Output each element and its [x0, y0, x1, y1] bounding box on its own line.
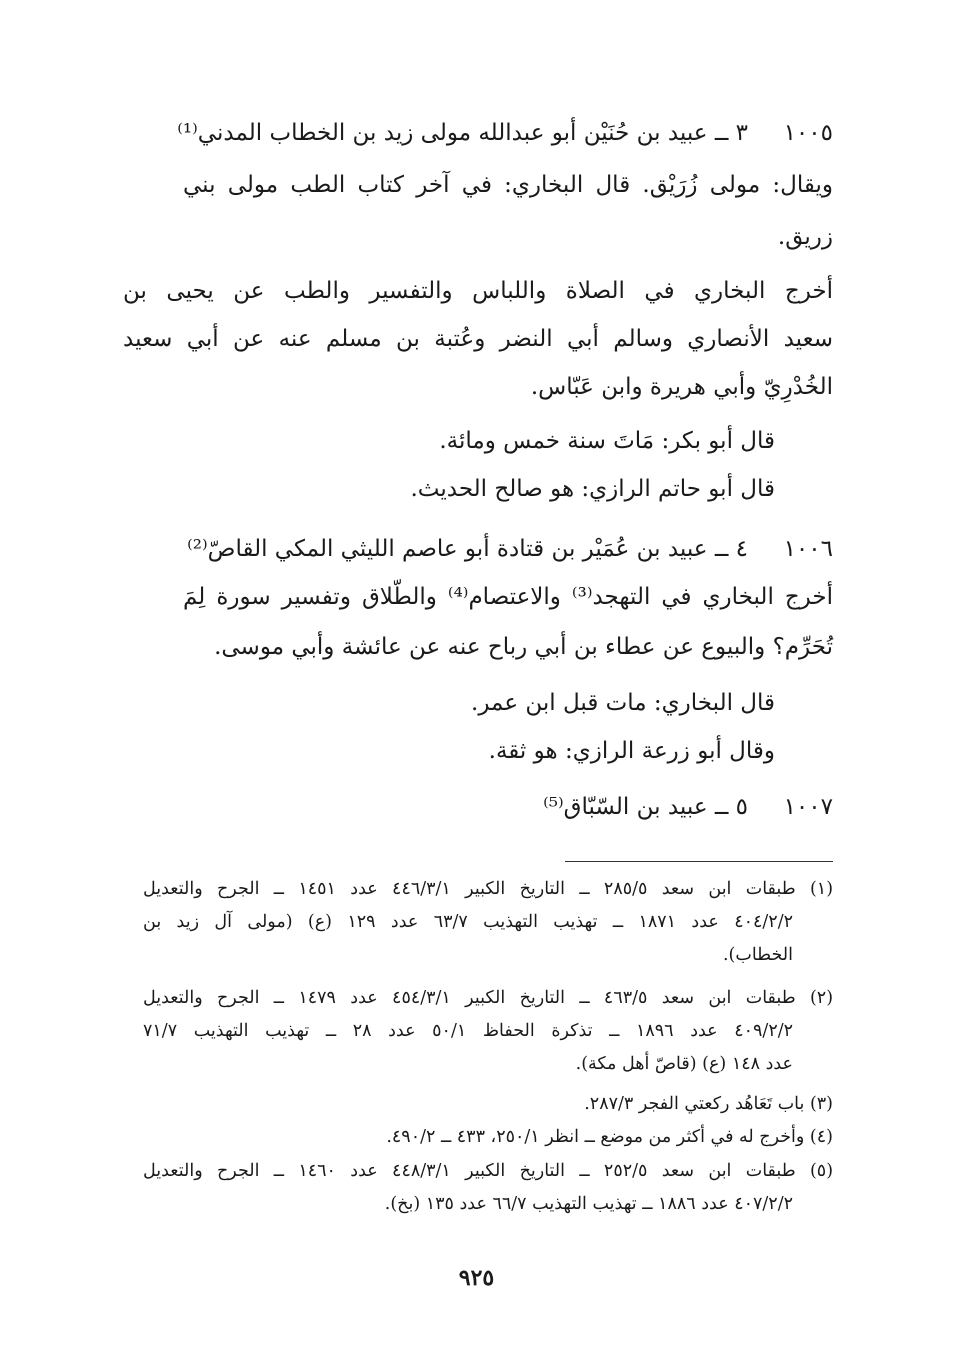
- footnote-line-9: (٥) طبقات ابن سعد ٢٥٢/٥ ــ التاريخ الكبير ٤٤٨/٣/١ عدد ١٤٦٠ ــ الجرح والتعديل: [143, 1161, 834, 1181]
- body-line-8: أخرج البخاري في التهجد⁽³⁾ والاعتصام⁽⁴⁾ والطّلاق وتفسير سورة لِمَ: [183, 584, 833, 610]
- footnote-line-3: الخطاب).: [722, 945, 793, 965]
- body-line-9: تُحَرِّم؟ والبيوع عن عطاء بن أبي رباح عنه عن عائشة وأبي موسى.: [214, 634, 833, 660]
- body-line-4: سعيد الأنصاري وسالم أبي النضر وعُتبة بن مسلم عنه عن أبي سعيد: [123, 326, 833, 352]
- footnote-line-6: عدد ١٤٨ (ع) (قاصّ أهل مكة).: [575, 1054, 793, 1074]
- entry-heading-1007: ٥ ــ عبيد بن السّبّاق⁽⁵⁾: [543, 794, 748, 820]
- body-line-5: الخُدْرِيّ وأبي هريرة وابن عَبّاس.: [530, 374, 833, 400]
- body-line-3: أخرج البخاري في الصلاة واللباس والتفسير والطب عن يحيى بن: [123, 278, 833, 304]
- footnote-line-1: (١) طبقات ابن سعد ٢٨٥/٥ ــ التاريخ الكبير ٤٤٦/٣/١ عدد ١٤٥١ ــ الجرح والتعديل: [143, 879, 834, 899]
- entry-heading-1006: ٤ ــ عبيد بن عُمَيْر بن قتادة أبو عاصم الليثي المكي القاصّ⁽²⁾: [187, 536, 748, 562]
- entry-number-1007: ١٠٠٧: [783, 794, 833, 820]
- footnote-line-7: (٣) باب تَعَاهُد ركعتي الفجر ٢٨٧/٣.: [584, 1094, 833, 1114]
- footnote-line-5: ٤٠٩/٢/٢ عدد ١٨٩٦ ــ تذكرة الحفاظ ٥٠/١ عدد ٢٨ ــ تهذيب التهذيب ٧١/٧: [143, 1021, 794, 1041]
- body-line-6: قال أبو بكر: مَاتَ سنة خمس ومائة.: [439, 428, 775, 454]
- page-number: ٩٢٥: [458, 1265, 495, 1291]
- body-line-10: قال البخاري: مات قبل ابن عمر.: [471, 690, 775, 716]
- footnote-line-8: (٤) وأخرج له في أكثر من موضع ــ انظر ٢٥٠/١، ٤٣٣ ــ ٤٩٠/٢.: [386, 1127, 833, 1147]
- footnote-line-4: (٢) طبقات ابن سعد ٤٦٣/٥ ــ التاريخ الكبير ٤٥٤/٣/١ عدد ١٤٧٩ ــ الجرح والتعديل: [143, 988, 834, 1008]
- body-line-11: وقال أبو زرعة الرازي: هو ثقة.: [488, 738, 775, 764]
- footnote-line-10: ٤٠٧/٢/٢ عدد ١٨٨٦ ــ تهذيب التهذيب ٦٦/٧ عدد ١٣٥ (بخ).: [384, 1194, 793, 1214]
- body-line-1: ويقال: مولى زُرَيْق. قال البخاري: في آخر كتاب الطب مولى بني: [183, 172, 833, 198]
- footnote-separator: [565, 861, 833, 862]
- entry-number-1006: ١٠٠٦: [783, 536, 833, 562]
- entry-number-1005: ١٠٠٥: [783, 120, 833, 146]
- entry-heading-1005: ٣ ــ عبيد بن حُنَيْن أبو عبدالله مولى زيد بن الخطاب المدني⁽¹⁾: [177, 120, 748, 146]
- body-line-7: قال أبو حاتم الرازي: هو صالح الحديث.: [410, 476, 775, 502]
- footnote-line-2: ٤٠٤/٢/٢ عدد ١٨٧١ ــ تهذيب التهذيب ٦٣/٧ عدد ١٢٩ (ع) (مولى آل زيد بن: [143, 912, 793, 932]
- body-line-2: زريق.: [777, 224, 833, 250]
